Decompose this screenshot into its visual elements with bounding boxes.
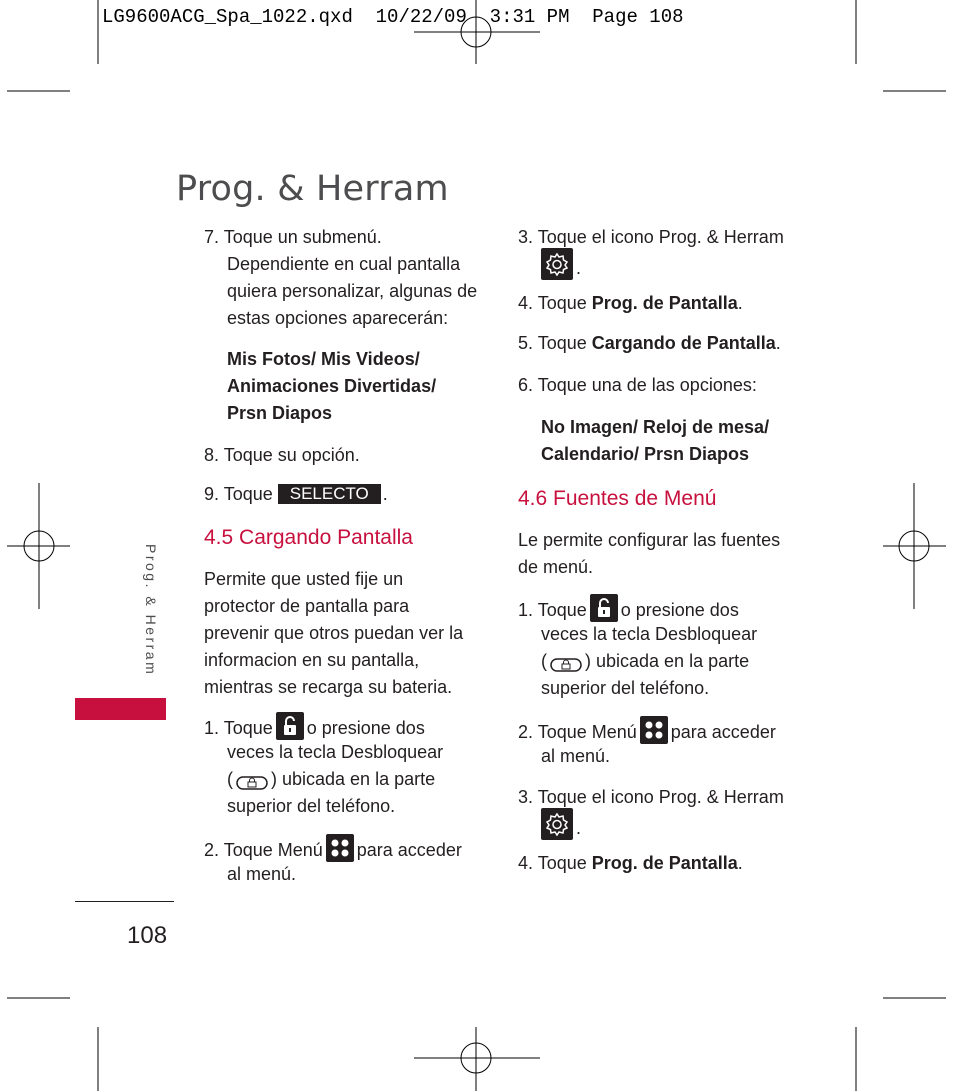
menu-grid-icon <box>326 834 354 870</box>
options-list: No Imagen/ Reloj de mesa/ <box>541 417 770 437</box>
section-heading-4-5: 4.5 Cargando Pantalla <box>204 526 413 549</box>
step-5-text: 5. Toque <box>518 333 587 353</box>
step-2-text: 2. Toque Menú <box>204 840 323 860</box>
paragraph-line: mientras se recarga su bateria. <box>204 677 453 697</box>
step-7-line: quiera personalizar, algunas de <box>227 281 478 301</box>
paragraph-line: prevenir que otros puedan ver la <box>204 623 464 643</box>
options-list: Mis Fotos/ Mis Videos/ <box>227 349 420 369</box>
options-list: Prsn Diapos <box>227 403 333 423</box>
side-tab-bar <box>75 698 166 720</box>
step-4-dot: . <box>737 853 743 873</box>
paragraph-line: Permite que usted fije un <box>204 569 404 589</box>
step-3-dot: . <box>576 258 582 278</box>
step-1-line: superior del teléfono. <box>227 796 396 816</box>
step-1-text-end: o presione dos <box>620 600 739 620</box>
step-3: 3. Toque el icono Prog. & Herram <box>518 227 784 247</box>
print-slug: LG9600ACG_Spa_1022.qxd 10/22/09 3:31 PM Page 108 <box>102 6 684 28</box>
step-2-text-end: para acceder <box>356 840 462 860</box>
page-number-rule <box>75 901 174 902</box>
step-4 <box>518 290 743 317</box>
step-2-line: al menú. <box>227 864 297 884</box>
side-tab-label: Prog. & Herram <box>143 544 159 677</box>
step-2-text-end: para acceder <box>670 722 776 742</box>
options-list: Calendario/ Prsn Diapos <box>541 444 750 464</box>
paren-open: ( <box>541 651 547 671</box>
step-1-location: ) ubicada en la parte <box>271 769 436 789</box>
step-9-text: 9. Toque <box>204 484 273 504</box>
step-3: 3. Toque el icono Prog. & Herram <box>518 787 784 807</box>
step-4-text: 4. Toque <box>518 853 587 873</box>
paragraph-line: Le permite configurar las fuentes <box>518 530 781 550</box>
step-5 <box>518 330 781 357</box>
paragraph-line: informacion en su pantalla, <box>204 650 420 670</box>
paragraph-line: protector de pantalla para <box>204 596 410 616</box>
step-9-end: . <box>382 484 388 504</box>
step-4-bold: Prog. de Pantalla <box>591 293 738 313</box>
step-2-line: al menú. <box>541 746 611 766</box>
step-7-line: Dependiente en cual pantalla <box>227 254 461 274</box>
step-6: 6. Toque una de las opciones: <box>518 375 757 395</box>
step-8: 8. Toque su opción. <box>204 445 360 465</box>
page-title: Prog. & Herram <box>176 169 449 210</box>
step-7-line: estas opciones aparecerán: <box>227 308 449 328</box>
step-4-dot: . <box>737 293 743 313</box>
step-4-bold: Prog. de Pantalla <box>591 853 738 873</box>
step-1-text: 1. Toque <box>518 600 587 620</box>
options-list: Animaciones Divertidas/ <box>227 376 437 396</box>
section-heading-4-6: 4.6 Fuentes de Menú <box>518 487 717 510</box>
step-5-dot: . <box>775 333 781 353</box>
step-2-text: 2. Toque Menú <box>518 722 637 742</box>
step-4-text: 4. Toque <box>518 293 587 313</box>
step-3-dot: . <box>576 818 582 838</box>
settings-gear-icon <box>541 808 573 848</box>
page-number: 108 <box>127 922 168 949</box>
selecto-key: SELECTO <box>278 484 381 504</box>
paragraph-line: de menú. <box>518 557 594 577</box>
settings-gear-icon <box>541 248 573 288</box>
paren-open: ( <box>227 769 233 789</box>
menu-grid-icon <box>640 716 668 752</box>
step-1-location: ) ubicada en la parte <box>585 651 750 671</box>
step-3-icon-line <box>541 248 581 288</box>
step-5-bold: Cargando de Pantalla <box>591 333 776 353</box>
step-1-text: 1. Toque <box>204 718 273 738</box>
step-9 <box>204 481 388 508</box>
step-3-icon-line <box>541 808 581 848</box>
step-7: 7. Toque un submenú. <box>204 227 382 247</box>
step-1-text-end: o presione dos <box>306 718 425 738</box>
step-1-line: superior del teléfono. <box>541 678 710 698</box>
step-1-line: veces la tecla Desbloquear <box>227 742 444 762</box>
step-4 <box>518 850 743 877</box>
step-1-line: veces la tecla Desbloquear <box>541 624 758 644</box>
